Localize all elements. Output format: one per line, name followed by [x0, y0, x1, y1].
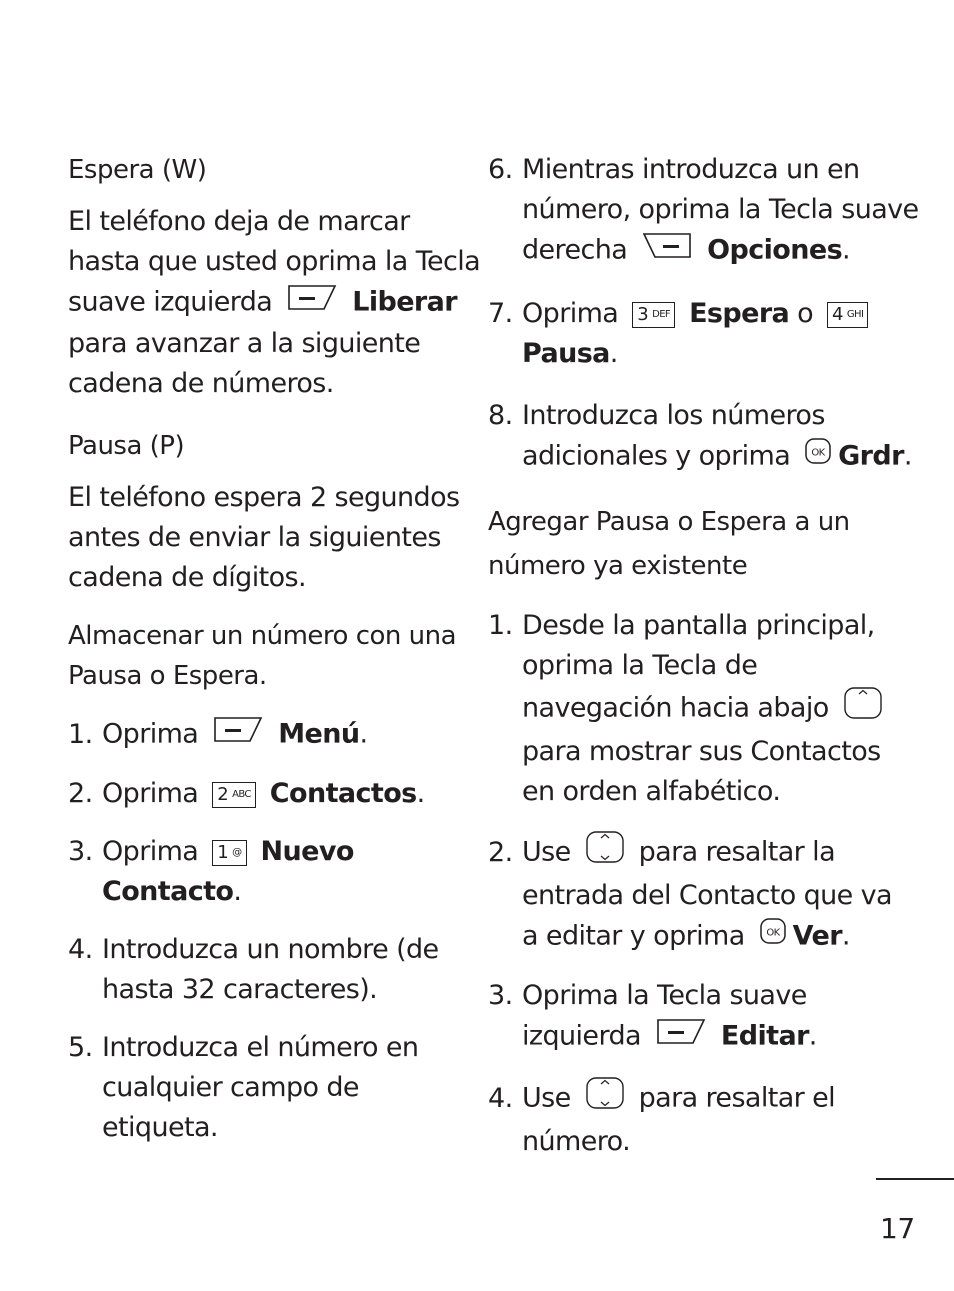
step-text: para resaltar la [638, 836, 836, 868]
step-text: Oprima [102, 718, 199, 750]
step-7 [488, 294, 888, 334]
key-letters: DEF [652, 308, 671, 320]
right-soft-key-icon [641, 230, 693, 272]
step-number: 7. [488, 298, 513, 329]
add-step-1-continued: oprima la Tecla de [522, 650, 758, 681]
right-column [488, 150, 919, 1162]
edit-label: Editar [720, 1020, 809, 1052]
wait-text-line: cadena de números. [68, 368, 334, 399]
punctuation: . [359, 718, 368, 750]
add-heading: número ya existente [488, 551, 748, 581]
step-5-continued: etiqueta. [102, 1112, 218, 1143]
step-6-continued [488, 230, 888, 272]
step-text: Oprima la Tecla suave [522, 980, 807, 1011]
add-step-3 [488, 976, 888, 1016]
step-text: Desde la pantalla principal, [522, 610, 875, 641]
add-step-1-continued [488, 686, 888, 732]
release-label: Liberar [352, 286, 457, 318]
step-4-continued: hasta 32 caracteres). [102, 974, 378, 1005]
key-digit: 1 [217, 841, 229, 863]
step-text: navegación hacia abajo [522, 692, 829, 724]
contacts-label: Contactos [269, 778, 417, 809]
step-text: Mientras introduzca un en [522, 154, 860, 185]
ok-key-icon [759, 916, 787, 958]
ok-key-icon [804, 436, 832, 478]
step-text: o [797, 298, 814, 329]
left-column [68, 150, 481, 1148]
punctuation: . [841, 920, 850, 952]
wait-label: Espera [689, 298, 790, 329]
page-number: 17 [880, 1212, 915, 1245]
key-letters: ABC [232, 788, 251, 800]
add-step-2-continued: entrada del Contacto que va [522, 880, 892, 911]
step-7-continued [488, 334, 888, 374]
ok-key-text: OK [811, 447, 825, 459]
add-step-4-continued: número. [522, 1126, 631, 1157]
step-text: Introduzca un nombre (de [102, 934, 439, 965]
nav-key-icon [585, 830, 625, 876]
step-1 [68, 714, 463, 756]
step-number: 8. [488, 400, 513, 431]
step-4 [68, 930, 463, 970]
step-text: Introduzca los números [522, 400, 825, 431]
step-text: izquierda [522, 1020, 641, 1052]
key-letters: GHI [846, 308, 864, 320]
add-step-1-continued: en orden alfabético. [522, 776, 781, 807]
add-step-1-continued: para mostrar sus Contactos [522, 736, 881, 767]
punctuation: . [842, 234, 851, 266]
key-4-icon [827, 302, 868, 328]
wait-text-line [68, 282, 463, 324]
ok-key-text: OK [766, 927, 780, 939]
menu-label: Menú [278, 718, 360, 750]
wait-text-line: para avanzar a la siguiente [68, 328, 421, 359]
store-heading: Pausa o Espera. [68, 661, 267, 691]
step-3-continued [68, 872, 463, 912]
step-text: Oprima [102, 836, 199, 867]
punctuation: . [903, 440, 912, 472]
wait-heading: Espera (W) [68, 155, 207, 185]
step-number: 5. [68, 1032, 93, 1063]
pause-text-line: antes de enviar la siguientes [68, 522, 441, 553]
add-step-1 [488, 606, 888, 646]
step-3 [68, 832, 463, 872]
step-number: 1. [68, 718, 93, 750]
step-5-continued: cualquier campo de [102, 1072, 359, 1103]
step-text: Use [522, 836, 571, 868]
left-soft-key-icon [655, 1016, 707, 1058]
step-number: 4. [68, 934, 93, 965]
step-2 [68, 774, 463, 814]
step-number: 6. [488, 154, 513, 185]
add-step-2 [488, 830, 888, 876]
step-6 [488, 150, 888, 190]
step-number: 4. [488, 1082, 513, 1114]
nav-key-icon [585, 1076, 625, 1122]
step-number: 3. [488, 980, 513, 1011]
left-soft-key-icon [286, 282, 338, 324]
step-6-continued: número, oprima la Tecla suave [522, 194, 919, 225]
step-number: 3. [68, 836, 93, 867]
add-step-3-continued [488, 1016, 888, 1058]
pause-label: Pausa [522, 338, 610, 369]
key-letters: @ [232, 846, 242, 858]
step-text: para resaltar el [638, 1082, 836, 1114]
nav-down-key-icon [843, 686, 883, 732]
key-2-icon [212, 782, 256, 808]
new-contact-label: Contacto [102, 876, 234, 907]
key-digit: 4 [832, 303, 843, 325]
step-text: a editar y oprima [522, 920, 745, 952]
punctuation: . [609, 338, 618, 369]
step-text: Oprima [522, 298, 619, 329]
store-heading: Almacenar un número con una [68, 621, 457, 651]
punctuation: . [808, 1020, 817, 1052]
step-text: Use [522, 1082, 571, 1114]
step-text: adicionales y oprima [522, 440, 791, 472]
view-label: Ver [792, 920, 842, 952]
footer-rule [876, 1178, 954, 1180]
pause-text-line: cadena de dígitos. [68, 562, 306, 593]
step-8 [488, 396, 888, 436]
wait-text-line: El teléfono deja de marcar [68, 206, 410, 237]
key-digit: 2 [217, 783, 229, 805]
wait-text-fragment: suave izquierda [68, 286, 273, 318]
step-8-continued [488, 436, 912, 478]
step-text: Oprima [102, 778, 199, 809]
key-digit: 3 [637, 303, 649, 325]
step-number: 2. [68, 778, 93, 809]
add-step-4 [488, 1076, 888, 1122]
left-soft-key-icon [212, 714, 264, 756]
step-number: 2. [488, 836, 513, 868]
step-5 [68, 1028, 463, 1068]
add-step-2-continued [488, 916, 888, 958]
key-1-icon [212, 840, 246, 866]
new-contact-label: Nuevo [260, 836, 354, 867]
step-number: 1. [488, 610, 513, 641]
save-label: Grdr [838, 440, 904, 472]
step-text: derecha [522, 234, 628, 266]
add-heading: Agregar Pausa o Espera a un [488, 507, 850, 537]
key-3-icon [632, 302, 675, 328]
punctuation: . [233, 876, 242, 907]
step-text: Introduzca el número en [102, 1032, 419, 1063]
pause-heading: Pausa (P) [68, 431, 185, 461]
wait-text-line: hasta que usted oprima la Tecla [68, 246, 481, 277]
punctuation: . [416, 778, 425, 809]
options-label: Opciones [707, 234, 843, 266]
pause-text-line: El teléfono espera 2 segundos [68, 482, 460, 513]
